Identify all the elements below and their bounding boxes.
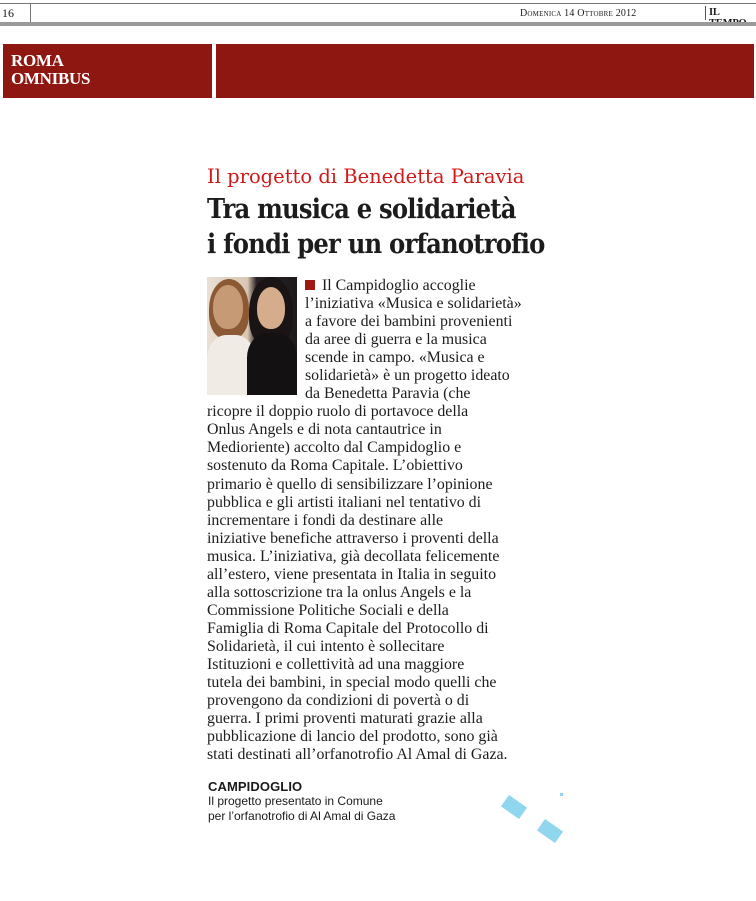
body-line: Istituzioni e collettività ad una maggiore bbox=[207, 655, 465, 673]
section-title-line1: ROMA bbox=[11, 51, 64, 70]
headline-line: i fondi per un orfanotrofio bbox=[207, 229, 545, 260]
body-line: guerra. I primi proventi maturati grazie alla bbox=[207, 710, 483, 728]
body-line: tutela dei bambini, in special modo quelli che bbox=[207, 674, 497, 692]
section-title bbox=[11, 52, 90, 88]
body-line: incrementare i fondi da destinare alle bbox=[207, 511, 444, 529]
body-line: pubblicazione di lancio del prodotto, sono già bbox=[207, 728, 498, 746]
newspaper-brand: IL bbox=[709, 7, 720, 18]
caption-title: CAMPIDOGLIO bbox=[208, 779, 303, 794]
red-square-bullet-icon bbox=[305, 280, 315, 290]
body-line: da aree di guerra e la musica bbox=[305, 331, 487, 349]
body-line: stati destinati all’orfanotrofio Al Amal di Gaza. bbox=[207, 746, 508, 764]
article-kicker: Il progetto di Benedetta Paravia bbox=[207, 165, 525, 188]
decorative-shape bbox=[560, 793, 563, 796]
header-bottom-rule bbox=[0, 22, 756, 26]
page-number: 16 bbox=[2, 6, 14, 20]
body-line: primario è quello di sensibilizzare l’opinione bbox=[207, 475, 493, 493]
dateline: Domenica 14 Ottobre 2012 bbox=[520, 8, 637, 19]
body-line: musica. L’iniziativa, già decollata felicemente bbox=[207, 547, 500, 565]
body-line: solidarietà» è un progetto ideato bbox=[305, 367, 510, 385]
article-body bbox=[207, 277, 552, 764]
body-line: alla sottoscrizione tra la onlus Angels e la bbox=[207, 583, 472, 601]
decorative-shape bbox=[537, 819, 563, 843]
body-line: all’estero, viene presentata in Italia in seguito bbox=[207, 565, 497, 583]
body-line: ricopre il doppio ruolo di portavoce della bbox=[207, 403, 469, 421]
header-top-rule bbox=[0, 3, 756, 4]
body-line: provengono da condizioni di povertà o di bbox=[207, 692, 470, 710]
body-line: Onlus Angels e di nota cantautrice in bbox=[207, 421, 442, 439]
body-line: l’iniziativa «Musica e solidarietà» bbox=[305, 295, 522, 313]
article-headline bbox=[207, 192, 545, 262]
caption-line: Il progetto presentato in Comune bbox=[208, 794, 383, 808]
body-line: Famiglia di Roma Capitale del Protocollo di bbox=[207, 619, 489, 637]
section-banner-fill bbox=[216, 44, 754, 98]
body-line: a favore dei bambini provenienti bbox=[305, 313, 513, 331]
body-line: scende in campo. «Musica e bbox=[305, 349, 485, 367]
body-line: sostenuto da Roma Capitale. L’obiettivo bbox=[207, 457, 463, 475]
headline-line: Tra musica e solidarietà bbox=[207, 194, 516, 225]
body-line: iniziative benefiche attraverso i proventi della bbox=[207, 529, 499, 547]
running-header bbox=[0, 0, 756, 26]
body-line: Il Campidoglio accoglie bbox=[207, 277, 552, 295]
header-separator bbox=[705, 6, 706, 20]
body-line: pubblica e gli artisti italiani nel tentativo di bbox=[207, 493, 482, 511]
body-line: Medioriente) accolto dal Campidoglio e bbox=[207, 439, 462, 457]
decorative-shape bbox=[501, 795, 527, 819]
section-banner bbox=[3, 44, 212, 98]
caption-text bbox=[208, 794, 395, 823]
body-line: Solidarietà, il cui intento è sollecitare bbox=[207, 637, 445, 655]
caption-line: per l’orfanotrofio di Al Amal di Gaza bbox=[208, 808, 396, 823]
body-line: Commissione Politiche Sociali e della bbox=[207, 601, 449, 619]
section-title-line2: OMNIBUS bbox=[11, 69, 91, 88]
body-line: da Benedetta Paravia (che bbox=[305, 385, 471, 403]
